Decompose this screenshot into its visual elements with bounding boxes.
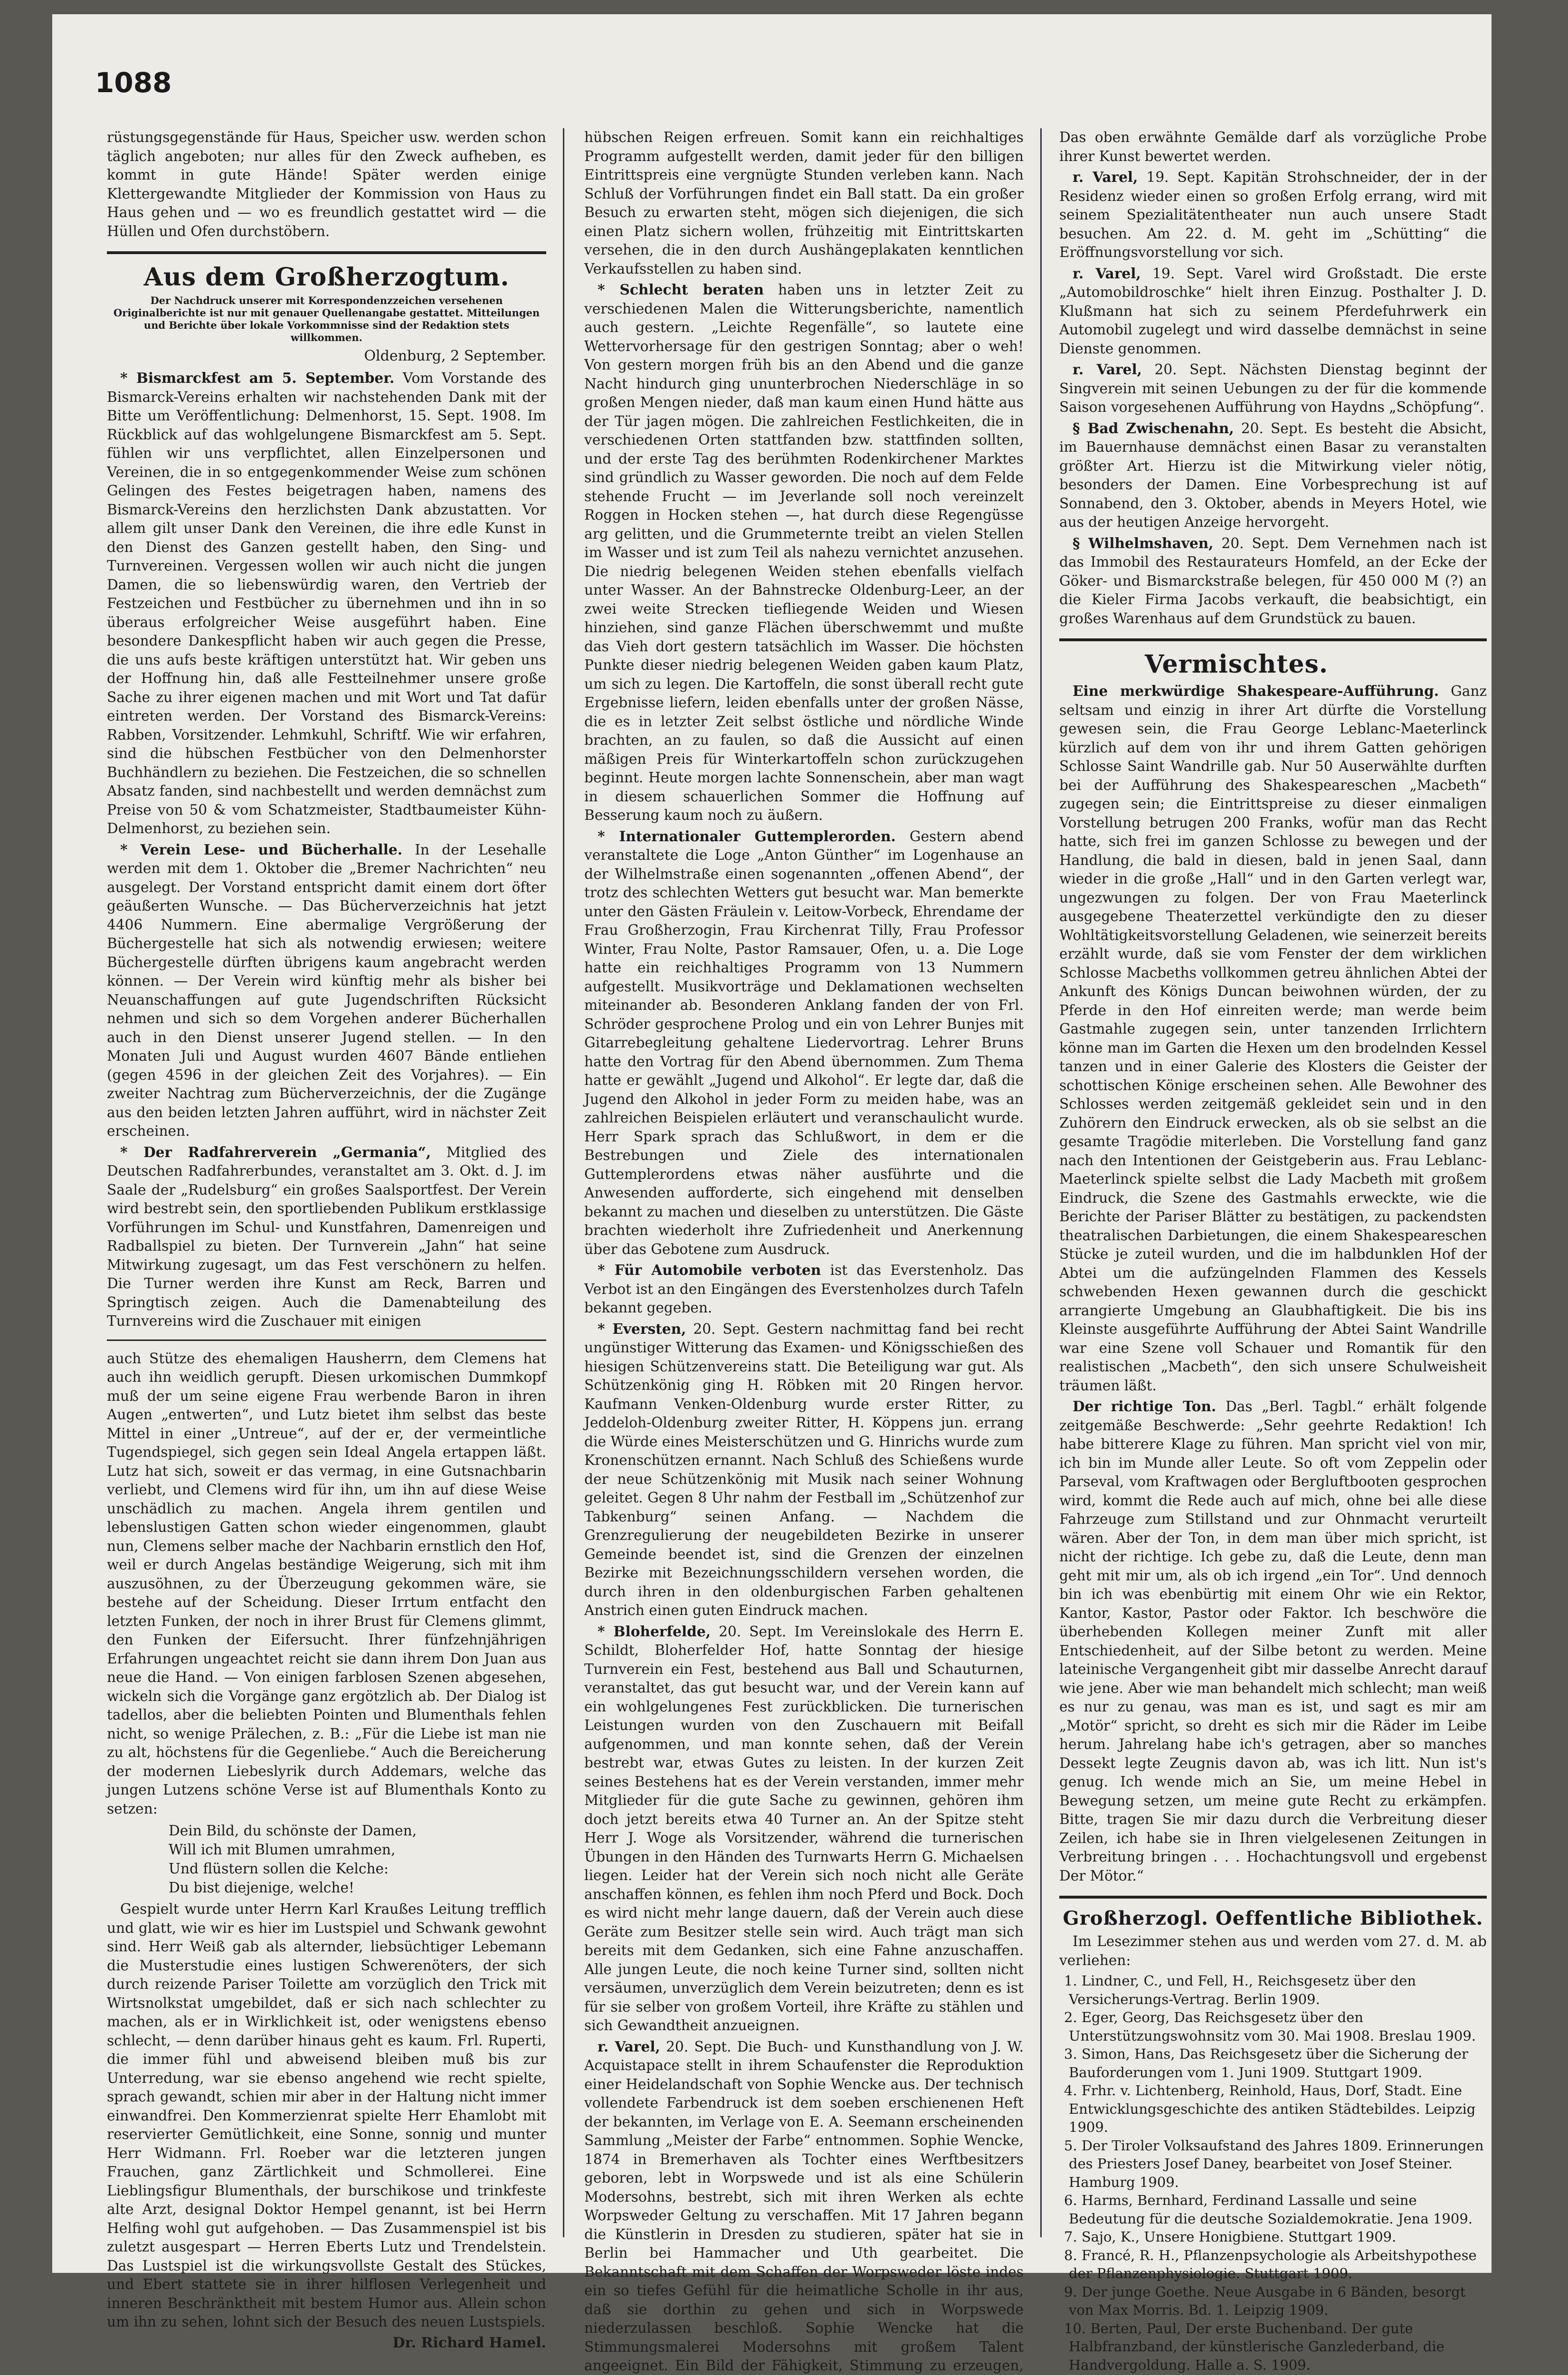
section-rule xyxy=(1059,1896,1487,1899)
library-book-entry: 5. Der Tiroler Volksaufstand des Jahres 1809. Erinnerungen des Priesters Josef Daney, bearbeitet von Josef Steiner. Hamburg 1909. xyxy=(1069,2137,1487,2192)
article-lead: Eine merkwürdige Shakespeare-Aufführung. xyxy=(1073,683,1439,699)
page-number: 1088 xyxy=(95,66,171,99)
article-paragraph xyxy=(1059,682,1487,1395)
library-book-entry: 1. Lindner, C., und Fell, H., Reichsgesetz über den Versicherungs-Vertrag. Berlin 1909. xyxy=(1069,1972,1487,2008)
article-paragraph xyxy=(1059,360,1487,417)
article-body: haben uns in letzter Zeit zu verschiedenen Malen die Witterungsberichte, namentlich auch gestern. „Leichte Regenfälle“, so lautete eine Wettervorhersage für den gestrigen Sonntag; aber o weh! Von gestern morgen früh bis an den Abend und die ganze Nacht hindurch ging ununterbrochen Niederschläge in so großen Mengen nieder, daß man kaum einen Hund hätte aus der Tür jagen mögen. Die zahlreichen Festlichkeiten, die in verschiedenen Orten stattfanden bzw. stattfinden sollten, und der erste Tag des berühmten Rodenkirchener Marktes sind gründlich zu Wasser geworden. Die noch auf dem Felde stehende Frucht — im Jeverlande soll noch vereinzelt Roggen in Hocken stehen —, hat durch diese Regengüsse arg gelitten, und die Grummeternte treibt an vielen Stellen im Wasser und ist zum Teil als nahezu vernichtet anzusehen. Die niedrig belegenen Weiden stehen ebenfalls vielfach unter Wasser. An der Bahnstrecke Oldenburg-Leer, an der zwei weite Strecken tiefliegende Weiden und Wiesen hinziehen, sind ganze Flächen überschwemmt und mußte das Vieh dort gestern tatsächlich im Wasser. Die höchsten Punkte dieser niedrig belegenen Weiden gaben kaum Platz, um sich zu legen. Die Kartoffeln, die sonst überall recht gute Ergebnisse liefern, leiden ebenfalls unter der großen Nässe, die es in letzter Zeit selbst östliche und nördliche Winde brachten, an zu faulen, so daß die Aussicht auf einen mäßigen Preis für Winterkartoffeln schon zurückzugehen beginnt. Heute morgen lachte Sonnenschein, aber man wagt in diesem schauerlichen Sommer die Hoffnung auf Besserung kaum noch zu äußern. xyxy=(584,282,1024,823)
article-paragraph xyxy=(1059,534,1487,628)
section-title-vermischtes: Vermischtes. xyxy=(1145,650,1487,679)
theater-review-end: Gespielt wurde unter Herrn Karl Kraußes Leitung trefflich und glatt, wie wir es hier im Lustspiel und Schwank gewohnt sind. Herr Weiß gab als alternder, liebsüchtiger Lebemann die Musterstudie eines lustigen Schwerenöters, der sich durch reizende Pariser Toilette am vorzüglich den Trick mit Wirtsnolkstat umgebildet, daß er sich nach schlechter zu machen, als er in Wirklichkeit ist, oder wenigstens ebenso schlecht, — denn darüber hinaus geht es kaum. Frl. Ruperti, die immer fühl und abweisend bleiben muß bis zur Unterredung, war sie ebenso angehend wie recht spielte, sprach gewandt, schien mir aber in der Haltung nicht immer einwandfrei. Den Kommerzienrat spielte Herr Ehamlobt mit reservierter Gemütlichkeit, eine Sonne, sonnig und munter Herr Widmann. Frl. Roeber war die letzteren jungen Frauchen, ganz Zärtlichkeit und Schmollerei. Eine Lieblingsfigur Blumenthals, der burschikose und trinkfeste alte Arzt, designal Doktor Hempel genannt, ist bei Herrn Helfing wohl gut aufgehoben. — Das Zusammenspiel ist bis zuletzt ausgespart — Herren Eberts Lutz und Trendelstein. Das Lustspiel ist die wirkungsvollste Gestalt des Stückes, und Ebert stattete sie in ihrer hilflosen Verlegenheit und inneren Beschränktheit mit bestem Humor aus. Allein schon um ihn zu sehen, lohnt sich der Besuch des neuen Lustspiels. xyxy=(107,1900,546,2332)
column-2-articles xyxy=(584,128,1024,2375)
article-lead: r. Varel, xyxy=(1073,361,1142,378)
article-paragraph xyxy=(584,280,1024,825)
article-paragraph xyxy=(107,1143,546,1331)
article-body: Ganz seltsam und einzig in ihrer Art dürfte die Vorstellung gewesen sein, die Frau George Leblanc-Maeterlinck kürzlich auf dem von ihr und ihrem Gatten gehörigen Schlosse Saint Wandrille gab. Nur 50 Auserwählte durften bei der Aufführung des Shakespeareschen „Macbeth“ zugegen sein; die Eintrittspreise zu dieser einmaligen Vorstellung betrugen 200 Franks, wofür man das Recht hatte, sich frei im ganzen Schlosse zu bewegen und der Handlung, die bald in diesen, bald in jenen Saal, dann wieder in die große „Hall“ und in den Garten verlegt war, ungezwungen zu folgen. Der von Frau Maeterlinck ausgegebene Theaterzettel verkündigte den zu dieser Wohltätigkeitsvorstellung Geladenen, wie seinerzeit bereits erzählt wurde, daß sie vom Fenster der dem wirklichen Schlosse Macbeths vollkommen getreu ähnlichen Abtei der Ankunft des Königs Duncan beiwohnen würden, der zu Pferde in den Hof einreiten werde; man werde beim Gastmahle zugegen sein, unter tanzenden Irrlichtern könne man im Garten die Hexen um den brodelnden Kessel tanzen und in einer Galerie des Klosters die Geister der schottischen Könige erscheinen sehen. Alle Bewohner des Schlosses werden zeitgemäß gekleidet sein und in den Zuhörern den Eindruck erwecken, als ob sie selbst an die gesamte Tragödie miterleben. Die Vorstellung fand ganz nach den Intentionen der Geistgeberin aus. Frau Leblanc-Maeterlinck spielte selbst die Lady Macbeth mit großem Eindruck, die Szene des Gastmahls erweckte, wie die Berichte der Pariser Blätter zu bestätigen, zu packendsten theatralischen Darbietungen, die einem Shakespeareschen Stücke je zuteil wurden, und die im halbdunklen Hof der Abtei um die aufzüngelnden Flammen des Kessels schwebenden Hexen gewannen durch die geschickt arrangierte Umgebung an Glaubhaftigkeit. Die bis ins Kleinste ausgeführte Aufführung der Abtei Saint Wandrille war eine Szene voll Schauer und Romantik für den realistischen „Macbeth“, den sich unsere Schulweisheit träumen läßt. xyxy=(1059,683,1487,1394)
library-intro: Im Lesezimmer stehen aus und werden vom 27. d. M. ab verliehen: xyxy=(1059,1932,1487,1970)
article-body: Vom Vorstande des Bismarck-Vereins erhalten wir nachstehenden Dank mit der Bitte um Veröffentlichung: Delmenhorst, 15. Sept. 1908. Im Rückblick auf das wohlgelungene Bismarckfest am 5. Sept. fühlen wir uns verpflichtet, allen Einzelpersonen und Vereinen, die in so entgegenkommender Weise zum schönen Gelingen des Festes beigetragen haben, namens des Bismarck-Vereins den herzlichsten Dank abzustatten. Vor allem gilt unser Dank den Vereinen, die ihre edle Kunst in den Dienst des Ganzen gestellt haben, den Sing- und Turnvereinen. Vergessen wollen wir auch nicht die jungen Damen, die so liebenswürdig waren, den Vertrieb der Festzeichen und Festbücher zu übernehmen und ihn in so überaus erfolgreicher Weise ausgeführt haben. Eine besondere Dankespflicht haben wir auch gegen die Presse, die uns aufs beste kräftigen unterstützt hat. Wir geben uns der Hoffnung hin, daß alle Festteilnehmer unsere große Sache zu ihrer eigenen machen und mit Wort und Tat dafür eintreten werden. Der Vorstand des Bismarck-Vereins: Rabben, Vorsitzender. Lehmkuhl, Schriftf. Wie wir erfahren, sind die hübschen Festbücher von den Delmenhorster Buchhändlern zu beziehen. Die Festzeichen, die so schnellen Absatz fanden, sind nachbestellt und werden demnächst zum Preise von 50 & vom Schatzmeister, Stadtbaumeister Kühn-Delmenhorst, zu beziehen sein. xyxy=(107,370,546,836)
article-paragraph xyxy=(584,827,1024,1259)
article-lead: Der richtige Ton. xyxy=(1073,1398,1216,1415)
library-book-entry: 6. Harms, Bernhard, Ferdinand Lassalle und seine Bedeutung für die deutsche Sozialdemokratie. Jena 1909. xyxy=(1069,2191,1487,2228)
article-paragraph xyxy=(107,369,546,838)
reprint-notice: Der Nachdruck unserer mit Korrespondenzzeichen versehenen Originalberichte ist nur mit genauer Quellenangabe gestattet. Mitteilungen und Berichte über lokale Vorkommnisse sind der Redaktion stets willkommen. xyxy=(107,294,546,344)
article-body: 20. Sept. Gestern nachmittag fand bei recht ungünstiger Witterung das Examen- und Königsschießen des hiesigen Schützenvereins statt. Die Beteiligung war gut. Als Schützenkönig ging H. Röbken mit 20 Ringen hervor. Kaufmann Venken-Oldenburg wurde erster Ritter, zu Jeddeloh-Oldenburg zweiter Ritter, H. Köppens jun. errang die Würde eines Meisterschützen und G. Hinrichs wurde zum Kronenschützen ernannt. Nach Schluß des Schießens wurde der neue Schützenkönig mit Musik nach seiner Wohnung geleitet. Gegen 8 Uhr nahm der Festball im „Schützenhof zur Tabkenburg“ seinen Anfang. — Nachdem die Grenzregulierung der neugebildeten Bezirke in unserer Gemeinde beendet ist, sind die Grenzen der einzelnen Bezirke mit Bezeichnungsschildern versehen worden, die durch ihren in den oldenburgischen Farben gehaltenen Anstrich einen guten Eindruck machen. xyxy=(584,1321,1024,1619)
article-body: Gestern abend veranstaltete die Loge „Anton Günther“ im Logenhause an der Wilhelmstraße einen sogenannten „offenen Abend“, der trotz des schlechten Wetters gut besucht war. Man bemerkte unter den Gästen Fräulein v. Leitow-Vorbeck, Ehrendame der Frau Großherzogin, Frau Kirchenrat Tilly, Frau Professor Winter, Frau Nolte, Pastor Ramsauer, Ofen, u. a. Die Loge hatte ein reichhaltiges Programm von 13 Nummern aufgestellt. Musikvorträge und Deklamationen wechselten miteinander ab. Besonderen Anklang fanden der von Frl. Schröder gesprochene Prolog und ein von Lehrer Bunjes mit Gitarrebegleitung gehaltene Liedervortrag. Lehrer Bruns hatte den Vortrag für den Abend übernommen. Zum Thema hatte er gewählt „Jugend und Alkohol“. Er legte dar, daß die Jugend den Alkohol in jeder Form zu meiden habe, was an zahlreichen Beispielen erläutert und veranschaulicht wurde. Herr Spark sprach das Schlußwort, in dem er die Bestrebungen und Ziele des internationalen Guttemplerordens etwas näher ausführte und die Anwesenden aufforderte, sich eingehend mit denselben bekannt zu machen und dieselben zu unterstützen. Die Gäste brachten wiederholt ihre Zufriedenheit und Anerkennung über das Gebotene zum Ausdruck. xyxy=(584,828,1024,1257)
separator-rule xyxy=(107,1340,546,1341)
article-continuation: rüstungsgegenstände für Haus, Speicher usw. werden schon täglich angeboten; nur alles für den Zweck aufheben, es kommt in gute Hände! Später werden einige Klettergewandte Mitglieder der Kommission von Haus zu Haus gehen und — wo es freundlich gestattet wird — die Hüllen und Ofen durchstöbern. xyxy=(107,128,546,241)
section-title-bibliothek: Großherzogl. Oeffentliche Bibliothek. xyxy=(1059,1907,1487,1929)
article-lead: * Internationaler Guttemplerorden. xyxy=(598,828,896,845)
article-paragraph xyxy=(584,2037,1024,2375)
poem-line: Du bist diejenige, welche! xyxy=(169,1878,546,1897)
section-title-grossherzogtum: Aus dem Großherzogtum. xyxy=(107,263,546,292)
article-lead: § Bad Zwischenahn, xyxy=(1073,420,1234,437)
library-book-entry: 4. Frhr. v. Lichtenberg, Reinhold, Haus, Dorf, Stadt. Eine Entwicklungsgeschichte des antiken Städtebildes. Leipzig 1909. xyxy=(1069,2081,1487,2137)
article-paragraph xyxy=(584,128,1024,278)
library-book-entry: 3. Simon, Hans, Das Reichsgesetz über die Sicherung der Bauforderungen vom 1. Juni 1909. Stuttgart 1909. xyxy=(1069,2045,1487,2081)
theater-review: auch Stütze des ehemaligen Hausherrn, dem Clemens hat auch ihn weidlich gerupft. Diesen urkomischen Dummkopf muß der um seine eigene Frau werbende Baron in ihren Augen „entwerten“, und Lutz bietet ihm selbst das beste Mittel in einer „Untreue“, auf der er, der vermeintliche Tugendspiegel, sich gegen sein Ideal Angela ertappen läßt. Lutz hat sich, soweit er das vermag, in eine Gutsnachbarin verliebt, und Clemens wird für ihn, um ihn auf diese Weise unschädlich zu machen. Angela ihrem gentilen und lebenslustigen Gatten schon wieder eingenommen, glaubt nun, Clemens selber mache der Nachbarin ernstlich den Hof, weil er durch Angelas beständige Weigerung, sich mit ihm auszusöhnen, zu der Überzeugung gekommen wäre, sie bestehe auf der Scheidung. Dieser Irrtum entfacht den letzten Funken, der noch in ihrer Brust für Clemens glimmt, den Funken der Eifersucht. Ihrer fünfzehnjährigen Erfahrungen ungeachtet reicht sie dann ihrem Don Juan aus neue die Hand. — Von einigen farblosen Szenen abgesehen, wickeln sich die Vorgänge ganz ergötzlich ab. Der Dialog ist tadellos, aber die beliebten Pointen und Blumenthals fehlen nicht, so wenige Prälechen, z. B.: „Für die Liebe ist man nie zu alt, höchstens für die Gegenliebe.“ Auch die Bereicherung der modernen Liebeslyrik durch Addemars, welche das jungen Lutzens schöne Verse ist auf Blumenthals Konto zu setzen: xyxy=(107,1349,546,1819)
column-divider xyxy=(1040,128,1042,2237)
library-book-entry: 2. Eger, Georg, Das Reichsgesetz über den Unterstützungswohnsitz vom 30. Mai 1908. Breslau 1909. xyxy=(1069,2008,1487,2045)
article-body: In der Lesehalle werden mit dem 1. Oktober die „Bremer Nachrichten“ neu ausgelegt. Der Vorstand entspricht damit einem dort öfter geäußerten Wunsche. — Das Bücherverzeichnis hat jetzt 4406 Nummern. Eine abermalige Vergrößerung der Büchergestelle hat sich als notwendig erwiesen; weitere Büchergestelle dürften übrigens kaum angebracht werden können. — Der Verein wird künftig mehr als bisher bei Neuanschaffungen auf gute Jugendschriften Rücksicht nehmen und sich so dem Vorgehen anderer Bücherhallen auch in den Dienst unserer Jugend stellen. — In den Monaten Juli und August wurden 4607 Bände entliehen (gegen 4596 in der gleichen Zeit des Vorjahres). — Ein zweiter Nachtrag zum Bücherverzeichnis, der die Zugänge aus den beiden letzten Jahren aufführt, wird in nächster Zeit erscheinen. xyxy=(107,842,546,1140)
article-body: ist das Everstenholz. Das Verbot ist an den Eingängen des Everstenholzes durch Tafeln bekannt gegeben. xyxy=(584,1262,1024,1316)
article-body: 20. Sept. Im Vereinslokale des Herrn E. Schildt, Bloherfelder Hof, hatte Sonntag der hiesige Turnverein ein Fest, bestehend aus Ball und Schauturnen, veranstaltet, das gut besucht war, und der Verein kann auf ein wohlgelungenes Fest zurückblicken. Die turnerischen Leistungen wurden von den Zuschauern mit Beifall aufgenommen, und man konnte sehen, daß der Verein bestrebt war, etwas Gutes zu leisten. In der kurzen Zeit seines Bestehens hat es der Verein verstanden, immer mehr Mitglieder für die gute Sache zu gewinnen, gehören ihm doch jetzt bereits etwa 40 Turner an. An der Spitze steht Herr J. Woge als Vorsitzender, während die turnerischen Übungen in den Händen des Turnwarts Herrn G. Michaelsen liegen. Leider hat der Verein sich noch nicht alle Geräte anschaffen können, es fehlen ihm noch Pferd und Bock. Doch es wird nicht mehr lange dauern, daß der Verein auch diese Geräte zum Besitzer stelle sein wird. Auch trägt man sich bereits mit dem Gedanken, sich eine Fahne anzuschaffen. Alle jungen Leute, die noch keine Turner sind, sollten nicht versäumen, unverzüglich dem Verein beizutreten; denn es ist für sie selber von großem Vorteil, ihre Kräfte zu stählen und sich Gewandtheit anzueignen. xyxy=(584,1624,1024,2034)
library-book-entry: 10. Berten, Paul, Der erste Buchenband. Der gute Halbfranzband, der künstlerische Ganzlederband, die Handvergoldung. Halle a. S. 1909. xyxy=(1069,2319,1487,2375)
article-body: 19. Sept. Kapitän Strohschneider, der in der Residenz wieder einen so großen Erfolg errang, wird mit seinem Spezialitätentheater nun auch unsere Stadt besuchen. Am 22. d. M. geht im „Schütting“ die Eröffnungsvorstellung vor sich. xyxy=(1059,169,1487,260)
dateline: Oldenburg, 2 September. xyxy=(107,347,546,366)
article-body: 20. Sept. Nächsten Dienstag beginnt der Singverein mit seinen Uebungen zu der für die kommende Saison vorgesehenen Aufführung von Haydns „Schöpfung“. xyxy=(1059,361,1487,415)
article-lead: * Bloherfelde, xyxy=(598,1623,711,1640)
article-body: hübschen Reigen erfreuen. Somit kann ein reichhaltiges Programm aufgestellt werden, damit jeder für den billigen Eintrittspreis eine vergnügte Stunden verleben kann. Nach Schluß der Vorführungen findet ein Ball statt. Da ein großer Besuch zu erwarten steht, mögen sich diejenigen, die sich einen Platz sichern wollen, frühzeitig mit Eintrittskarten versehen, die in den durch Aushängeplakaten kenntlichen Verkaufsstellen zu haben sind. xyxy=(584,129,1024,277)
article-lead: r. Varel, xyxy=(1073,265,1141,282)
section-rule xyxy=(1059,638,1487,641)
article-paragraph xyxy=(584,1320,1024,1620)
library-book-entry: 8. Francé, R. H., Pflanzenpsychologie als Arbeitshypothese der Pflanzenphysiologie. Stuttgart 1909. xyxy=(1069,2246,1487,2283)
article-lead: * Eversten, xyxy=(598,1320,686,1337)
article-lead: § Wilhelmshaven, xyxy=(1073,535,1214,551)
article-paragraph xyxy=(1059,168,1487,262)
article-body: Das oben erwähnte Gemälde darf als vorzügliche Probe ihrer Kunst bewertet werden. xyxy=(1059,129,1487,164)
article-lead: r. Varel, xyxy=(1073,169,1138,185)
article-paragraph xyxy=(1059,419,1487,532)
article-paragraph xyxy=(584,1622,1024,2035)
newspaper-page xyxy=(52,14,1492,2273)
article-body: 20. Sept. Es besteht die Absicht, im Bauernhause demnächst einen Basar zu veranstalten größter Art. Hierzu ist die Mitwirkung vieler nötig, besonders der Damen. Eine Vorbesprechung ist auf Sonnabend, den 3. Oktober, abends in Meyers Hotel, wie aus der heutigen Anzeige hervorgeht. xyxy=(1059,420,1487,531)
poem-line: Dein Bild, du schönste der Damen, xyxy=(169,1821,546,1840)
article-body: 19. Sept. Varel wird Großstadt. Die erste „Automobildroschke“ hielt ihren Einzug. Posthalter J. D. Klußmann hat sich zu seinem Pferdefuhrwerk ein Automobil zugelegt und wird dasselbe demnächst in seine Dienste genommen. xyxy=(1059,266,1487,357)
article-lead: r. Varel, xyxy=(598,2038,660,2055)
article-lead: * Verein Lese- und Bücherhalle. xyxy=(120,841,402,858)
column-divider xyxy=(563,128,564,2237)
library-book-entry: 9. Der junge Goethe. Neue Ausgabe in 6 Bänden, besorgt von Max Morris. Bd. 1. Leipzig 1909. xyxy=(1069,2283,1487,2319)
article-paragraph xyxy=(1059,128,1487,166)
article-lead: * Schlecht beraten xyxy=(598,281,764,298)
poem-line: Und flüstern sollen die Kelche: xyxy=(169,1859,546,1878)
library-book-list xyxy=(1059,1972,1487,2375)
article-paragraph xyxy=(107,840,546,1141)
article-body: 20. Sept. Die Buch- und Kunsthandlung von J. W. Acquistapace stellt in ihrem Schaufenster die Reproduktion einer Heidelandschaft von Sophie Wencke aus. Der technisch vollendete Farbendruck ist dem soeben erschienenen Heft der bekannten, im Verlage von E. A. Seemann erscheinenden Sammlung „Meister der Farbe“ entnommen. Sophie Wencke, 1874 in Bremerhaven als Tochter eines Werftbesitzers geboren, lebt in Worpswede und ist als eine Schülerin Modersohns, bestrebt, sich mit ihren Werken als echte Worpsweder Geltung zu verschaffen. Mit 17 Jahren begann die Künstlerin in Dresden zu studieren, später hat sie in Berlin bei Hammacher und Uth gearbeitet. Die Bekanntschaft mit dem Schaffen der Worpsweder löste indes ein so tiefes Gefühl für die heimatliche Scholle in ihr aus, daß sie dorthin zu gehen und sich in Worpswede niederzulassen beschloß. Sophie Wencke hat die Stimmungsmalerei Modersohns mit großem Talent angeeignet. Ein Bild der Fähigkeit, Stimmung zu erzeugen, xyxy=(584,2039,1024,2375)
poem-line: Will ich mit Blumen umrahmen, xyxy=(169,1840,546,1859)
column-2 xyxy=(584,128,1024,2375)
column-1 xyxy=(107,128,546,2354)
article-paragraph xyxy=(1059,264,1487,359)
article-body: 20. Sept. Dem Vernehmen nach ist das Immobil des Restaurateurs Homfeld, an der Ecke der Göker- und Bismarckstraße belegen, für 450 000 M (?) an die Kieler Firma Jacobs verkauft, die beabsichtigt, ein großes Warenhaus auf dem Grundstück zu bauen. xyxy=(1059,535,1487,627)
author-signature: Dr. Richard Hamel. xyxy=(107,2335,546,2351)
column-3 xyxy=(1059,128,1487,2375)
article-paragraph xyxy=(584,1261,1024,1318)
article-lead: * Bismarckfest am 5. September. xyxy=(120,370,394,386)
article-lead: * Der Radfahrerverein „Germania“, xyxy=(120,1144,431,1160)
article-body: Das „Berl. Tagbl.“ erhält folgende zeitgemäße Beschwerde: „Sehr geehrte Redaktion! Ich habe bitterere Klage zu führen. Man spricht viel von mir, ich bin im Munde aller Leute. So oft vom Zeppelin oder Parseval, vom Kraftwagen oder Bergluftbooten gesprochen wird, kommt die Rede auch auf mich, ohne bei alle diese Fahrzeuge zum Stillstand und zur Ohnmacht verurteilt wären. Aber der Ton, in dem man über mich spricht, ist nicht der richtige. Ich gebe zu, daß die Leute, denn man geht mit mir um, als ob ich irgend „ein Tor“. Und dennoch bin ich was ebenbürtig mit einem Ohr wie ein Rektor, Kantor, Kastor, Pastor oder Faktor. Ich beschwöre die überhebenden Kollegen meiner Zunft mit aller Entschiedenheit, auf der Silbe betont zu werden. Meine lateinische Vergangenheit gibt mir dasselbe Anrecht darauf wie jene. Aber wie man behandelt mich schlecht; man weiß es nur zu genau, was man es ist, und sagt es mir am „Motör“ spricht, so dreht es sich mir die Räder im Leibe herum. Jahrelang habe ich's getragen, aber so manches Dessekt legte Zeugnis davon ab, was ich litt. Nun ist's genug. Ich wende mich an Sie, um meine Hebel in Bewegung setzen, um meine gute Recht zu erkämpfen. Bitte, tragen Sie mir dazu durch die Verbreitung dieser Zeilen, ich habe sie in Ihren vielgelesenen Zeitungen in Verbreitung bringen . . . Hochachtungsvoll und ergebenst Der Mötor.“ xyxy=(1059,1398,1487,1884)
article-paragraph xyxy=(1059,1397,1487,1885)
poem-quote xyxy=(169,1821,546,1897)
section-rule xyxy=(107,251,546,254)
miscellany-articles xyxy=(1059,682,1487,1885)
column-3-articles xyxy=(1059,128,1487,628)
library-book-entry: 7. Sajo, K., Unsere Honigbiene. Stuttgart 1909. xyxy=(1069,2228,1487,2246)
column-1-articles xyxy=(107,369,546,1331)
article-body: Mitglied des Deutschen Radfahrerbundes, veranstaltet am 3. Okt. d. J. im Saale der „Rudelsburg“ ein großes Saalsportfest. Der Verein wird bestrebt sein, den sportliebenden Publikum erstklassige Vorführungen im Schul- und Kunstfahren, Damenreigen und Radballspiel zu bieten. Der Turnverein „Jahn“ hat seine Mitwirkung zugesagt, um das Fest verschönern zu helfen. Die Turner werden ihre Kunst am Reck, Barren und Springtisch zeigen. Auch die Damenabteilung des Turnvereins wird die Zuschauer mit einigen xyxy=(107,1144,546,1330)
article-lead: * Für Automobile verboten xyxy=(598,1262,821,1278)
